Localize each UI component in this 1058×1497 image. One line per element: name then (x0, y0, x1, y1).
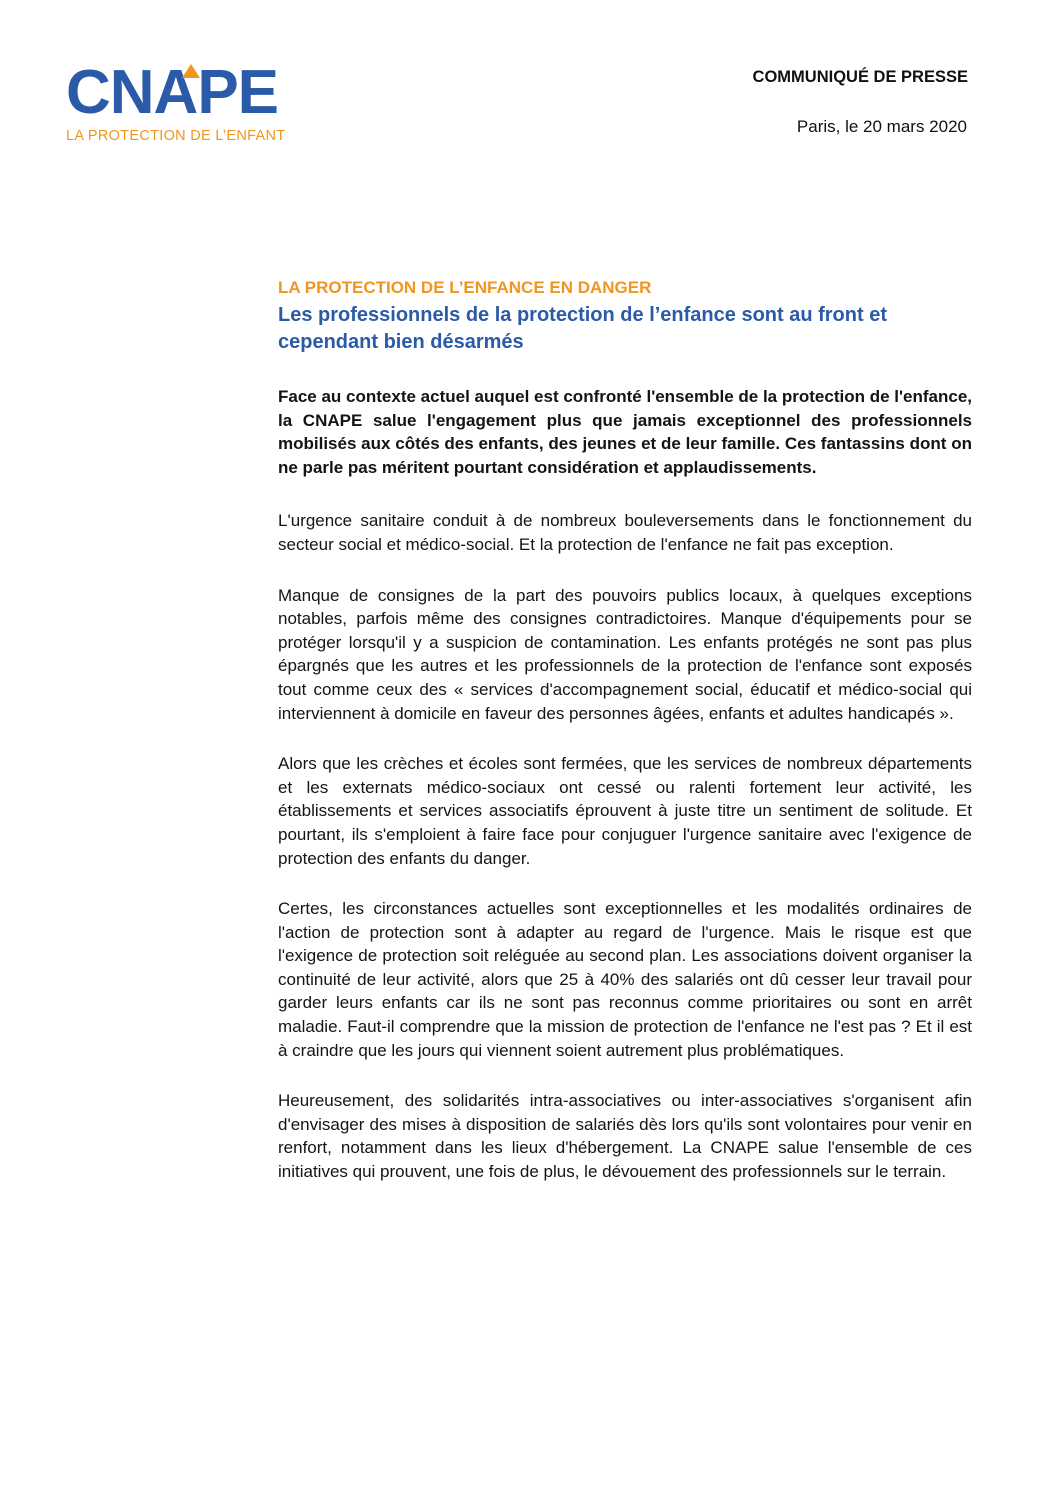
body-paragraph: Heureusement, des solidarités intra-associatives ou inter-associatives s'organisent afin d'envisager des mises à disposition de salariés dès lors qu'ils sont volontaires pour venir en renfort, notamment dans les lieux d'hébergement. La CNAPE salue l'ensemble de ces initiatives qui prouvent, une fois de plus, le dévouement des professionnels sur le terrain. (278, 1091, 972, 1182)
logo-text: CNAPE (66, 58, 279, 127)
body-paragraph: Alors que les crèches et écoles sont fermées, que les services de nombreux départements et les externats médico-sociaux ont cessé ou ralenti fortement leur activité, les établissements et services associatifs éprouvent à juste titre un sentiment de solitude. Et pourtant, ils s'emploient à faire face pour conjuguer l'urgence sanitaire avec l'exigence de protection des enfants du danger. (278, 754, 972, 868)
document-date: Paris, le 20 mars 2020 (796, 117, 967, 136)
page-title: Les professionnels de la protection de l’enfance sont au front et cependant bien désarmés (278, 304, 887, 353)
title-kicker: LA PROTECTION DE L’ENFANCE EN DANGER (278, 278, 652, 297)
body-paragraph: L'urgence sanitaire conduit à de nombreux bouleversements dans le fonctionnement du secteur social et médico-social. Et la protection de l'enfance ne fait pas exception. (278, 511, 972, 554)
article-body (278, 385, 972, 1211)
tent-icon (182, 64, 200, 78)
lead-paragraph: Face au contexte actuel auquel est confronté l'ensemble de la protection de l'enfance, la CNAPE salue l'engagement plus que jamais exceptionnel des professionnels mobilisés aux côtés des enfants, des jeunes et de leur famille. Ces fantassins dont on ne parle pas méritent pourtant considération et applaudissements. (278, 387, 972, 477)
body-paragraph: Manque de consignes de la part des pouvoirs publics locaux, à quelques exceptions notables, parfois même des consignes contradictoires. Manque d'équipements pour se protéger lorsqu'il y a suspicion de contamination. Les enfants protégés ne sont pas plus épargnés que les autres et les professionnels de la protection de l'enfance sont exposés tout comme ceux des « services d'accompagnement social, éducatif et médico-social qui interviennent à domicile en faveur des personnes âgées, enfants et adultes handicapés ». (278, 585, 972, 723)
body-paragraph: Certes, les circonstances actuelles sont exceptionnelles et les modalités ordinaires de l'action de protection sont à adapter au regard de l'urgence. Mais le risque est que l'exigence de protection soit reléguée au second plan. Les associations doivent organiser la continuité de leur activité, alors que 25 à 40% des salariés ont dû cesser leur travail pour garder leurs enfants car ils ne sont pas reconnus comme prioritaires ou sont en arrêt maladie. Faut-il comprendre que la mission de protection de l'enfance ne l'est pas ? Et il est à craindre que les jours qui viennent soient autrement plus problématiques. (278, 899, 972, 1060)
logo-tagline: LA PROTECTION DE L’ENFANT (66, 128, 286, 144)
cnape-logo (66, 60, 296, 144)
document-type: COMMUNIQUÉ DE PRESSE (752, 68, 968, 86)
logo-wordmark (66, 60, 296, 126)
